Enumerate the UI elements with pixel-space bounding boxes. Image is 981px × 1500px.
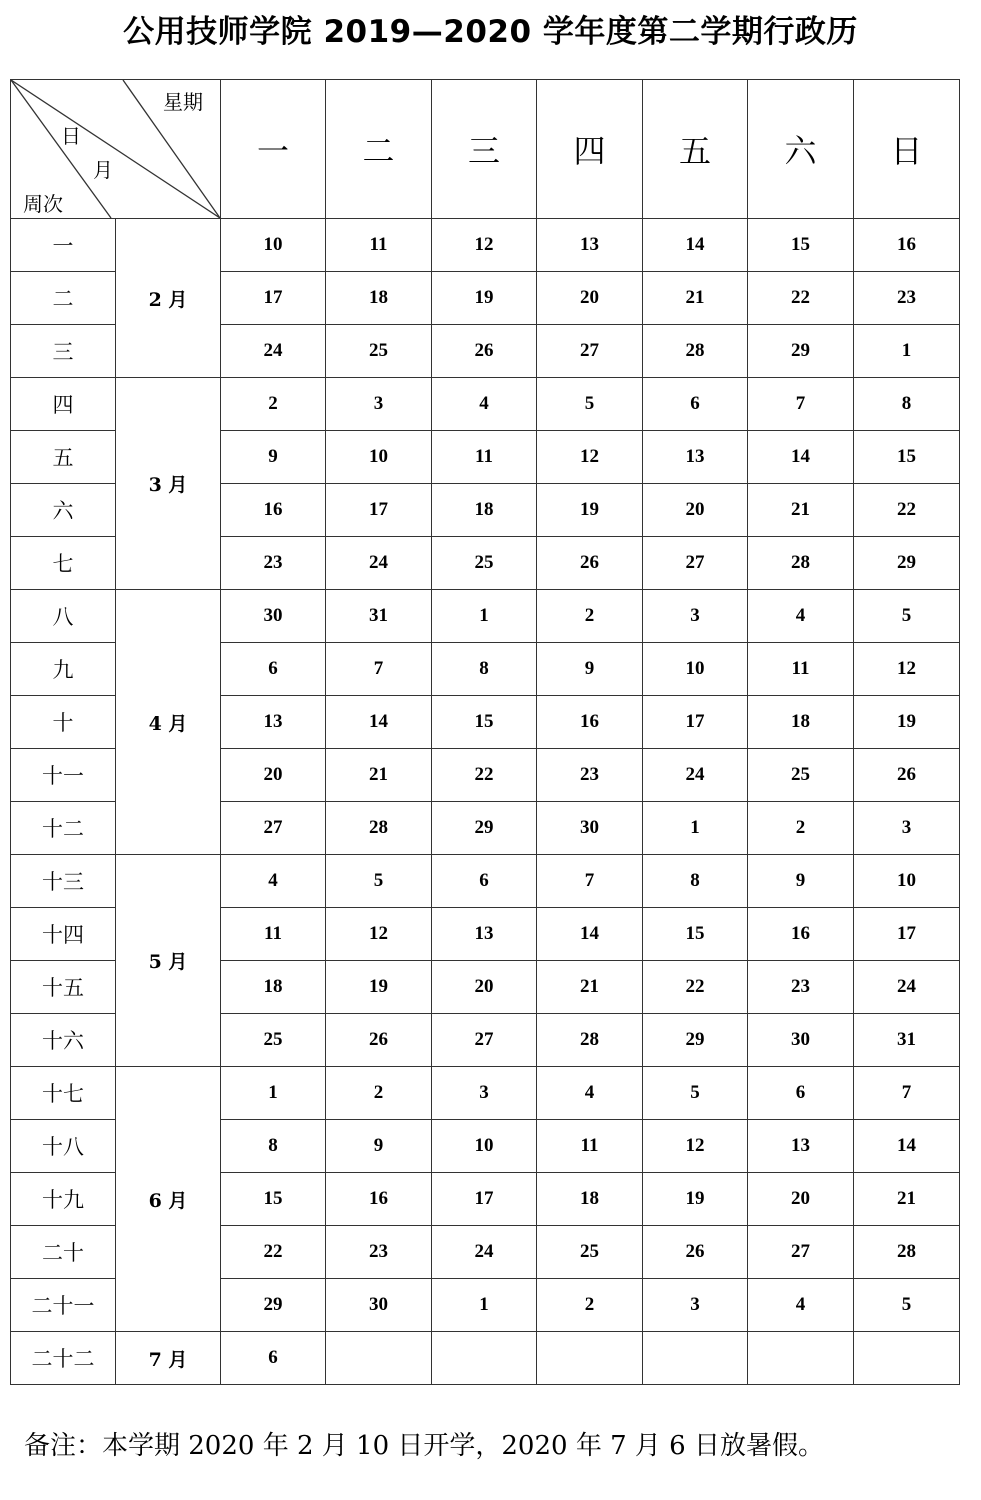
page-title: 公用技师学院 2019—2020 学年度第二学期行政历 <box>123 14 858 50</box>
day-cell <box>854 1332 960 1385</box>
day-cell: 26 <box>537 537 643 590</box>
day-cell: 3 <box>432 1067 537 1120</box>
day-cell: 30 <box>221 590 326 643</box>
day-cell: 12 <box>432 219 537 272</box>
day-cell <box>537 1332 643 1385</box>
corner-header-cell <box>11 80 221 219</box>
day-cell: 14 <box>326 696 432 749</box>
day-cell: 8 <box>643 855 748 908</box>
day-cell: 27 <box>748 1226 854 1279</box>
day-cell: 16 <box>537 696 643 749</box>
day-cell: 10 <box>221 219 326 272</box>
footnote: 备注：本学期 2020 年 2 月 10 日开学，2020 年 7 月 6 日放暑假。 <box>24 1431 824 1461</box>
day-cell: 21 <box>643 272 748 325</box>
day-cell: 19 <box>326 961 432 1014</box>
day-cell: 10 <box>643 643 748 696</box>
day-cell: 27 <box>537 325 643 378</box>
day-cell: 24 <box>326 537 432 590</box>
day-cell: 27 <box>432 1014 537 1067</box>
day-cell: 23 <box>854 272 960 325</box>
day-cell: 28 <box>537 1014 643 1067</box>
month-cell: 7 月 <box>116 1332 221 1385</box>
day-cell: 14 <box>537 908 643 961</box>
day-cell: 24 <box>221 325 326 378</box>
day-cell: 3 <box>854 802 960 855</box>
day-cell: 17 <box>326 484 432 537</box>
day-cell: 25 <box>432 537 537 590</box>
day-cell: 25 <box>221 1014 326 1067</box>
week-number-cell: 二十 <box>11 1226 116 1279</box>
day-cell: 29 <box>854 537 960 590</box>
weekday-header-wed: 三 <box>432 80 537 219</box>
day-cell: 2 <box>748 802 854 855</box>
day-cell: 2 <box>326 1067 432 1120</box>
day-cell: 29 <box>643 1014 748 1067</box>
day-cell: 17 <box>854 908 960 961</box>
day-cell: 1 <box>221 1067 326 1120</box>
day-cell: 15 <box>748 219 854 272</box>
day-cell: 6 <box>221 643 326 696</box>
corner-weekday-label: 星期 <box>163 90 203 114</box>
week-number-cell: 十二 <box>11 802 116 855</box>
day-cell: 5 <box>854 1279 960 1332</box>
day-cell: 13 <box>221 696 326 749</box>
day-cell <box>326 1332 432 1385</box>
day-cell: 24 <box>854 961 960 1014</box>
week-number-cell: 八 <box>11 590 116 643</box>
day-cell: 30 <box>748 1014 854 1067</box>
day-cell: 6 <box>643 378 748 431</box>
day-cell <box>748 1332 854 1385</box>
day-cell: 4 <box>748 1279 854 1332</box>
month-cell: 3 月 <box>116 378 221 590</box>
day-cell: 20 <box>221 749 326 802</box>
day-cell: 5 <box>537 378 643 431</box>
day-cell: 27 <box>221 802 326 855</box>
day-cell: 25 <box>326 325 432 378</box>
day-cell: 18 <box>432 484 537 537</box>
day-cell: 22 <box>643 961 748 1014</box>
day-cell: 16 <box>326 1173 432 1226</box>
week-number-cell: 二十一 <box>11 1279 116 1332</box>
day-cell: 22 <box>854 484 960 537</box>
week-number-cell: 七 <box>11 537 116 590</box>
day-cell: 25 <box>748 749 854 802</box>
day-cell: 3 <box>643 590 748 643</box>
week-number-cell: 十一 <box>11 749 116 802</box>
day-cell: 15 <box>432 696 537 749</box>
week-number-cell: 二 <box>11 272 116 325</box>
day-cell: 16 <box>748 908 854 961</box>
day-cell: 26 <box>326 1014 432 1067</box>
day-cell: 13 <box>432 908 537 961</box>
day-cell: 11 <box>748 643 854 696</box>
week-number-cell: 三 <box>11 325 116 378</box>
day-cell: 2 <box>221 378 326 431</box>
day-cell: 22 <box>221 1226 326 1279</box>
day-cell: 2 <box>537 1279 643 1332</box>
day-cell: 12 <box>854 643 960 696</box>
week-number-cell: 十六 <box>11 1014 116 1067</box>
day-cell: 29 <box>221 1279 326 1332</box>
day-cell: 21 <box>854 1173 960 1226</box>
day-cell: 20 <box>748 1173 854 1226</box>
day-cell: 23 <box>748 961 854 1014</box>
day-cell: 10 <box>432 1120 537 1173</box>
week-number-cell: 六 <box>11 484 116 537</box>
week-number-cell: 十三 <box>11 855 116 908</box>
day-cell: 6 <box>432 855 537 908</box>
day-cell: 13 <box>537 219 643 272</box>
day-cell: 6 <box>748 1067 854 1120</box>
week-row <box>11 1332 960 1385</box>
weekday-header-mon: 一 <box>221 80 326 219</box>
weekday-header-sun: 日 <box>854 80 960 219</box>
day-cell: 28 <box>748 537 854 590</box>
day-cell: 22 <box>432 749 537 802</box>
day-cell: 17 <box>643 696 748 749</box>
day-cell: 24 <box>643 749 748 802</box>
day-cell: 27 <box>643 537 748 590</box>
corner-week-number-label: 周次 <box>23 192 63 216</box>
day-cell: 9 <box>748 855 854 908</box>
day-cell <box>432 1332 537 1385</box>
day-cell: 5 <box>326 855 432 908</box>
day-cell: 30 <box>326 1279 432 1332</box>
day-cell: 22 <box>748 272 854 325</box>
day-cell: 21 <box>537 961 643 1014</box>
week-row <box>11 378 960 431</box>
day-cell: 8 <box>432 643 537 696</box>
day-cell: 25 <box>537 1226 643 1279</box>
day-cell: 19 <box>854 696 960 749</box>
day-cell: 6 <box>221 1332 326 1385</box>
day-cell: 16 <box>854 219 960 272</box>
corner-month-label: 月 <box>93 158 113 182</box>
day-cell: 26 <box>643 1226 748 1279</box>
week-number-cell: 十九 <box>11 1173 116 1226</box>
day-cell: 18 <box>221 961 326 1014</box>
week-number-cell: 二十二 <box>11 1332 116 1385</box>
day-cell: 18 <box>748 696 854 749</box>
day-cell: 19 <box>432 272 537 325</box>
day-cell: 14 <box>643 219 748 272</box>
day-cell: 24 <box>432 1226 537 1279</box>
day-cell: 26 <box>854 749 960 802</box>
day-cell: 10 <box>854 855 960 908</box>
week-number-cell: 九 <box>11 643 116 696</box>
day-cell: 29 <box>432 802 537 855</box>
day-cell: 15 <box>643 908 748 961</box>
day-cell: 5 <box>643 1067 748 1120</box>
day-cell: 4 <box>537 1067 643 1120</box>
day-cell: 2 <box>537 590 643 643</box>
day-cell: 28 <box>854 1226 960 1279</box>
day-cell: 7 <box>326 643 432 696</box>
day-cell: 23 <box>326 1226 432 1279</box>
day-cell: 4 <box>432 378 537 431</box>
day-cell: 17 <box>221 272 326 325</box>
corner-day-label: 日 <box>61 124 81 148</box>
day-cell: 16 <box>221 484 326 537</box>
day-cell: 10 <box>326 431 432 484</box>
day-cell: 8 <box>854 378 960 431</box>
week-number-cell: 四 <box>11 378 116 431</box>
week-row <box>11 855 960 908</box>
month-cell: 2 月 <box>116 219 221 378</box>
day-cell: 1 <box>432 1279 537 1332</box>
week-number-cell: 十四 <box>11 908 116 961</box>
day-cell: 8 <box>221 1120 326 1173</box>
week-number-cell: 十七 <box>11 1067 116 1120</box>
day-cell: 13 <box>643 431 748 484</box>
day-cell: 4 <box>221 855 326 908</box>
week-row <box>11 219 960 272</box>
day-cell: 28 <box>326 802 432 855</box>
day-cell: 20 <box>537 272 643 325</box>
day-cell: 11 <box>326 219 432 272</box>
day-cell: 5 <box>854 590 960 643</box>
week-number-cell: 十五 <box>11 961 116 1014</box>
day-cell: 1 <box>643 802 748 855</box>
day-cell: 12 <box>537 431 643 484</box>
day-cell: 21 <box>748 484 854 537</box>
day-cell: 13 <box>748 1120 854 1173</box>
day-cell: 1 <box>854 325 960 378</box>
day-cell: 20 <box>643 484 748 537</box>
day-cell: 18 <box>537 1173 643 1226</box>
day-cell: 11 <box>221 908 326 961</box>
day-cell: 7 <box>537 855 643 908</box>
day-cell: 26 <box>432 325 537 378</box>
header-row <box>11 80 960 219</box>
day-cell: 21 <box>326 749 432 802</box>
day-cell: 3 <box>643 1279 748 1332</box>
academic-calendar-table <box>10 79 960 1385</box>
day-cell: 14 <box>748 431 854 484</box>
weekday-header-sat: 六 <box>748 80 854 219</box>
day-cell <box>643 1332 748 1385</box>
week-number-cell: 一 <box>11 219 116 272</box>
day-cell: 7 <box>748 378 854 431</box>
day-cell: 15 <box>854 431 960 484</box>
day-cell: 17 <box>432 1173 537 1226</box>
day-cell: 1 <box>432 590 537 643</box>
day-cell: 29 <box>748 325 854 378</box>
day-cell: 31 <box>326 590 432 643</box>
week-number-cell: 十八 <box>11 1120 116 1173</box>
day-cell: 9 <box>326 1120 432 1173</box>
day-cell: 28 <box>643 325 748 378</box>
day-cell: 11 <box>432 431 537 484</box>
day-cell: 3 <box>326 378 432 431</box>
day-cell: 15 <box>221 1173 326 1226</box>
week-number-cell: 十 <box>11 696 116 749</box>
month-cell: 5 月 <box>116 855 221 1067</box>
month-cell: 4 月 <box>116 590 221 855</box>
day-cell: 9 <box>221 431 326 484</box>
day-cell: 31 <box>854 1014 960 1067</box>
weekday-header-thu: 四 <box>537 80 643 219</box>
day-cell: 20 <box>432 961 537 1014</box>
day-cell: 12 <box>643 1120 748 1173</box>
day-cell: 9 <box>537 643 643 696</box>
day-cell: 30 <box>537 802 643 855</box>
week-row <box>11 1067 960 1120</box>
week-row <box>11 590 960 643</box>
day-cell: 19 <box>643 1173 748 1226</box>
day-cell: 23 <box>537 749 643 802</box>
week-number-cell: 五 <box>11 431 116 484</box>
day-cell: 11 <box>537 1120 643 1173</box>
day-cell: 7 <box>854 1067 960 1120</box>
weekday-header-fri: 五 <box>643 80 748 219</box>
day-cell: 23 <box>221 537 326 590</box>
day-cell: 14 <box>854 1120 960 1173</box>
month-cell: 6 月 <box>116 1067 221 1332</box>
day-cell: 12 <box>326 908 432 961</box>
weekday-header-tue: 二 <box>326 80 432 219</box>
day-cell: 4 <box>748 590 854 643</box>
day-cell: 19 <box>537 484 643 537</box>
day-cell: 18 <box>326 272 432 325</box>
